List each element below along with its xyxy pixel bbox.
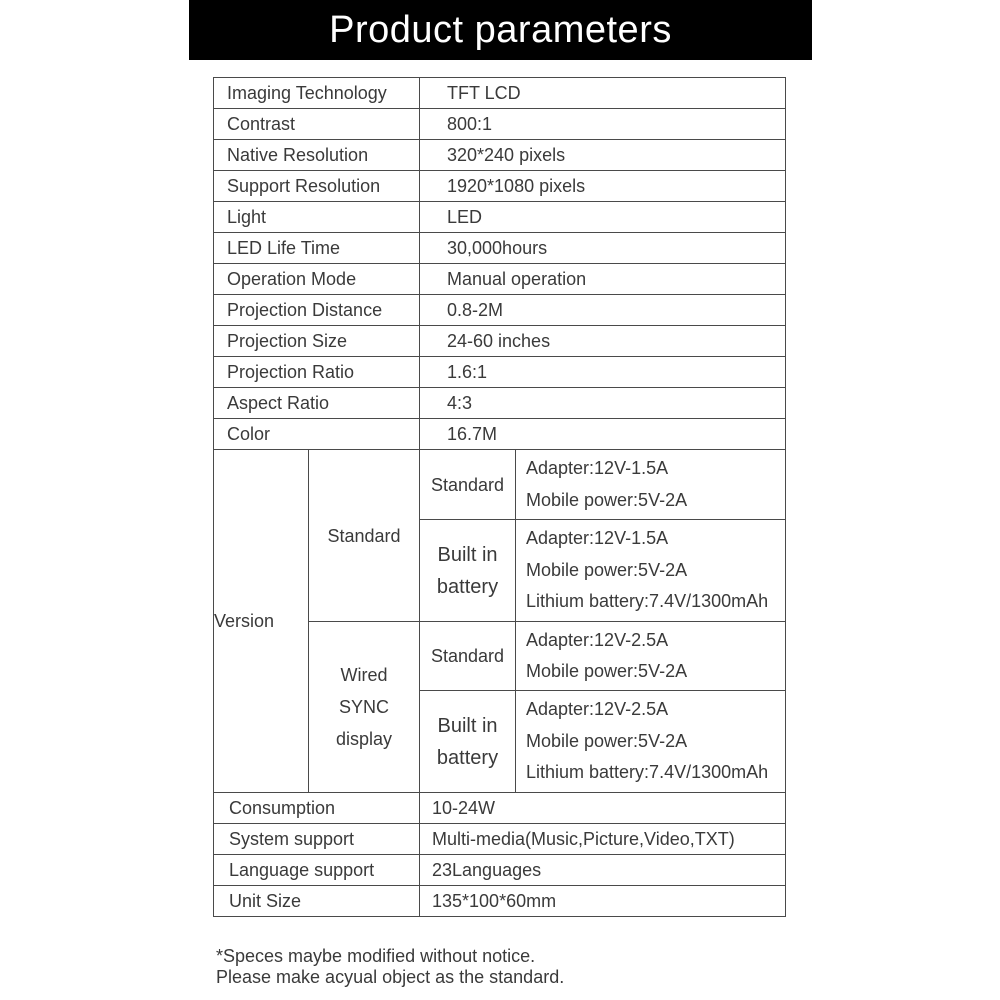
spec-value: 30,000hours — [420, 233, 786, 264]
spec-row — [214, 419, 786, 450]
spec-label: Light — [214, 202, 420, 233]
spec-value: Manual operation — [420, 264, 786, 295]
spec-value: 10-24W — [420, 793, 786, 824]
spec-row — [214, 233, 786, 264]
spec-table — [213, 77, 786, 917]
variant-spec-line: Lithium battery:7.4V/1300mAh — [526, 591, 769, 612]
spec-value: 24-60 inches — [420, 326, 786, 357]
spec-value: Multi-media(Music,Picture,Video,TXT) — [420, 824, 786, 855]
spec-label: Consumption — [214, 793, 420, 824]
variant-name-line: battery — [436, 746, 499, 769]
variant-name-line: battery — [436, 575, 499, 598]
variant-name-line: Built in — [437, 543, 498, 566]
spec-row — [214, 140, 786, 171]
spec-row — [214, 388, 786, 419]
variant-spec-line: Mobile power:5V-2A — [526, 489, 688, 510]
variant-spec-line: Mobile power:5V-2A — [526, 730, 688, 751]
version-group-wired-sync — [309, 622, 420, 793]
spec-value: 800:1 — [420, 109, 786, 140]
spec-row — [214, 202, 786, 233]
page-title-banner — [189, 0, 812, 60]
spec-label: Aspect Ratio — [214, 388, 420, 419]
spec-label: Imaging Technology — [214, 78, 420, 109]
spec-row — [214, 886, 786, 917]
spec-value: LED — [420, 202, 786, 233]
variant-spec-list — [516, 622, 786, 691]
spec-label: Unit Size — [214, 886, 420, 917]
variant-spec-line: Adapter:12V-2.5A — [526, 699, 669, 720]
version-group-standard: Standard — [309, 450, 420, 622]
disclaimer-note — [216, 946, 564, 988]
spec-row — [214, 171, 786, 202]
spec-label: Color — [214, 419, 420, 450]
variant-spec-line: Adapter:12V-2.5A — [526, 629, 669, 650]
spec-value: 135*100*60mm — [420, 886, 786, 917]
spec-label: Projection Size — [214, 326, 420, 357]
spec-value: 1.6:1 — [420, 357, 786, 388]
spec-row — [214, 264, 786, 295]
variant-spec-list — [516, 691, 786, 793]
spec-row — [214, 855, 786, 886]
note-line: *Speces maybe modified without notice. — [216, 946, 536, 966]
spec-label: Operation Mode — [214, 264, 420, 295]
spec-value: TFT LCD — [420, 78, 786, 109]
variant-standard: Standard — [420, 450, 516, 520]
spec-label: Support Resolution — [214, 171, 420, 202]
spec-value: 16.7M — [420, 419, 786, 450]
spec-label: Language support — [214, 855, 420, 886]
spec-label: System support — [214, 824, 420, 855]
page-title: Product parameters — [329, 8, 672, 51]
spec-row — [214, 793, 786, 824]
variant-name-line: Built in — [437, 714, 498, 737]
version-label: Version — [214, 450, 309, 793]
variant-spec-line: Lithium battery:7.4V/1300mAh — [526, 762, 769, 783]
spec-value: 0.8-2M — [420, 295, 786, 326]
variant-spec-line: Mobile power:5V-2A — [526, 661, 688, 681]
version-row — [214, 450, 786, 520]
spec-value: 1920*1080 pixels — [420, 171, 786, 202]
group-name-line: Wired — [340, 665, 388, 685]
variant-spec-line: Adapter:12V-1.5A — [526, 528, 669, 549]
spec-row — [214, 295, 786, 326]
spec-row — [214, 109, 786, 140]
spec-value: 23Languages — [420, 855, 786, 886]
spec-label: LED Life Time — [214, 233, 420, 264]
spec-value: 4:3 — [420, 388, 786, 419]
variant-spec-line: Mobile power:5V-2A — [526, 559, 688, 580]
note-line: Please make acyual object as the standard. — [216, 967, 565, 987]
spec-row — [214, 824, 786, 855]
spec-label: Projection Ratio — [214, 357, 420, 388]
variant-standard: Standard — [420, 622, 516, 691]
spec-label: Projection Distance — [214, 295, 420, 326]
spec-label: Contrast — [214, 109, 420, 140]
spec-value: 320*240 pixels — [420, 140, 786, 171]
variant-built-in-battery — [420, 520, 516, 622]
group-name-line: SYNC — [338, 697, 389, 717]
spec-label: Native Resolution — [214, 140, 420, 171]
spec-row — [214, 78, 786, 109]
spec-row — [214, 326, 786, 357]
group-name-line: display — [335, 729, 393, 749]
variant-built-in-battery — [420, 691, 516, 793]
spec-row — [214, 357, 786, 388]
variant-spec-list — [516, 520, 786, 622]
variant-spec-list — [516, 450, 786, 520]
variant-spec-line: Adapter:12V-1.5A — [526, 458, 669, 478]
